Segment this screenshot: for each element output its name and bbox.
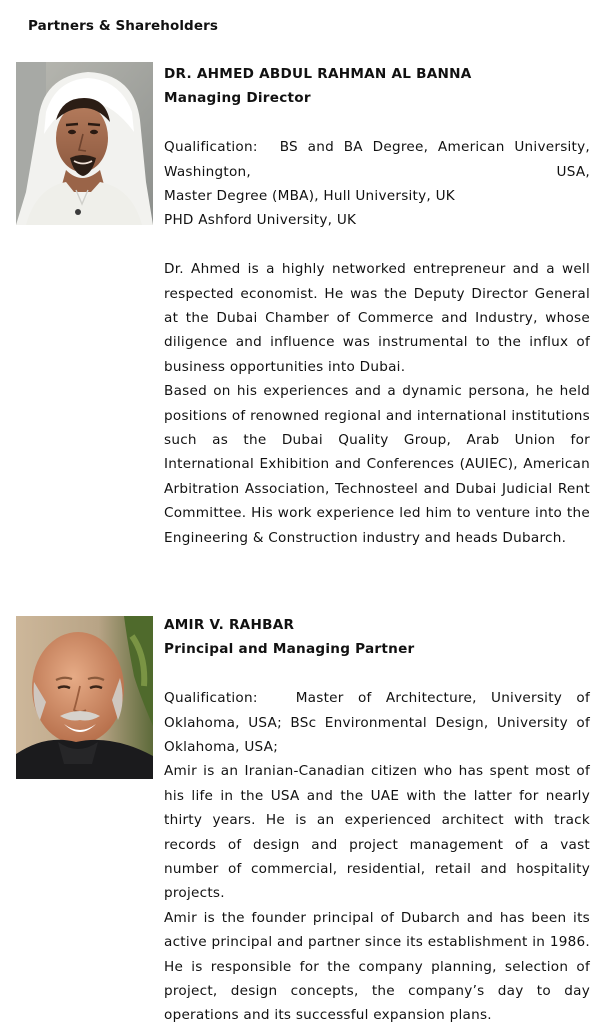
portrait-photo-amir	[16, 616, 153, 779]
qualification-text: Master of Architecture, University of Oklahoma, USA; BSc Environmental Design, University of Oklahoma, USA;	[164, 690, 590, 756]
person-name: DR. AHMED ABDUL RAHMAN AL BANNA	[164, 66, 472, 82]
portrait-photo-ahmed	[16, 62, 153, 225]
portrait-bald-man-icon	[16, 616, 153, 779]
qualification-line-2: Master Degree (MBA), Hull University, UK	[164, 188, 455, 205]
person-details-amir	[164, 613, 590, 1028]
person-details-ahmed	[164, 62, 590, 550]
bio-paragraph: Amir is an Iranian-Canadian citizen who has spent most of his life in the USA and the UAE with the latter for nearly thirty years. He is an experienced architect with track records of design and project management of a vast number of commercial, residential, retail and hospitality projects.	[164, 763, 590, 902]
qualification-label: Qualification:	[164, 139, 258, 156]
qualification-line-3: PHD Ashford University, UK	[164, 212, 357, 229]
qualification-block	[164, 135, 590, 233]
qualification-label: Qualification:	[164, 690, 258, 707]
person-name: AMIR V. RAHBAR	[164, 617, 295, 633]
qualification-block	[164, 686, 590, 759]
page-title: Partners & Shareholders	[28, 18, 218, 34]
person-role: Principal and Managing Partner	[164, 641, 415, 658]
person-role: Managing Director	[164, 90, 311, 107]
bio-paragraph: Based on his experiences and a dynamic persona, he held positions of renowned regional and international institutions such as the Dubai Quality Group, Arab Union for International Exhibition and Conferences (AUIEC), American Arbitration Association, Technosteel and Dubai Judicial Rent Committee. His work experience led him to venture into the Engineering & Construction industry and heads Dubarch.	[164, 383, 590, 546]
bio-paragraph: Amir is the founder principal of Dubarch and has been its active principal and partner since its establishment in 1986. He is responsible for the company planning, selection of project, design concepts, the company’s day to day operations and its successful expansion plans.	[164, 909, 590, 1024]
portrait-man-headdress-icon	[16, 62, 153, 225]
bio-paragraph: Dr. Ahmed is a highly networked entrepreneur and a well respected economist. He was the Deputy Director General at the Dubai Chamber of Commerce and Industry, whose diligence and influence was instrumental to the influx of business opportunities into Dubai.	[164, 261, 590, 375]
qualification-line-1: BS and BA Degree, American University, Washington, USA,	[164, 139, 590, 180]
